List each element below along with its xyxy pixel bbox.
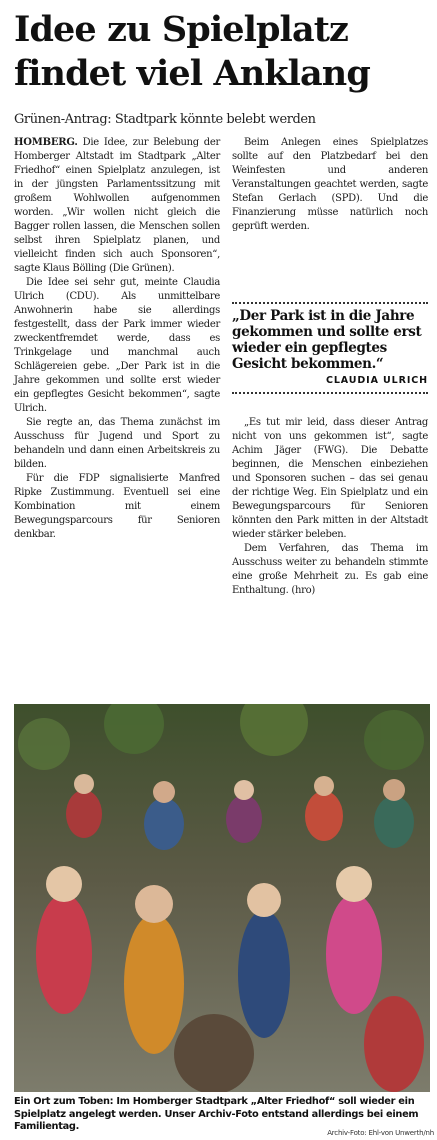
photo-illustration (14, 704, 430, 1092)
article-column-left (14, 136, 220, 542)
pull-quote-divider (232, 392, 428, 394)
article-paragraph: Die Idee sei sehr gut, meinte Claudia Ulrich (CDU). Als unmittelbare Anwohnerin habe sie allerdings festgestellt, dass der Park immer wieder zweckentfremdet werde, dass es Trinkgelage und manchmal auch Schlägereien gebe. „Der Park ist in die Jahre gekommen und sollte erst wieder ein gepflegtes Gesicht bekommen“, sagte Ulrich. (14, 277, 220, 414)
article-paragraph: Dem Verfahren, das Thema im Ausschuss weiter zu behandeln stimmte eine große Mehrheit zu. Es gab eine Enthaltung. (hro) (232, 543, 428, 596)
article-paragraph: „Es tut mir leid, dass dieser Antrag nicht von uns gekommen ist“, sagte Achim Jäger (FWG). Die Debatte beginnen, die Menschen einbeziehen und Sponsoren suchen – das sei genau der richtige Weg. Ein Spielplatz und ein Bewegungsparcours für Senioren könnten den Park mitten in der Altstadt wieder stärker beleben. (232, 417, 428, 540)
photo-credit: Archiv-Foto: Ehl-von Unwerth/nh (327, 1129, 434, 1137)
paragraph-text: Die Idee, zur Belebung der Homberger Altstadt im Stadtpark „Alter Friedhof“ einen Spielplatz anzulegen, ist in der jüngsten Parlamentssitzung mit großem Wohlwollen aufgenommen worden. „Wir wollen nicht gleich die Bagger rollen lassen, die Menschen sollen selbst ihren Spielplatz planen, und vielleicht finden sich auch Sponsoren“, sagte Klaus Bölling (Die Grünen). (14, 137, 220, 274)
headline (14, 8, 430, 96)
article-column-right-top (232, 136, 428, 234)
pull-quote-text: „Der Park ist in die Jahre gekommen und sollte erst wieder ein gepflegtes Gesicht bekommen.“ (232, 308, 422, 372)
article-column-right-bottom (232, 416, 428, 598)
photo-caption: Ein Ort zum Toben: Im Homberger Stadtpark „Alter Friedhof“ soll wieder ein Spielplatz angelegt werden. Unser Archiv-Foto entstand allerdings bei einem Familientag. (14, 1096, 419, 1133)
article-paragraph (14, 136, 220, 276)
article-paragraph: Beim Anlegen eines Spielplatzes sollte auf den Platzbedarf bei den Weinfesten und anderen Veranstaltungen geachtet werden, sagte Stefan Gerlach (SPD). Und die Finanzierung müsse natürlich noch geprüft werden. (232, 137, 428, 232)
article-paragraph: Für die FDP signalisierte Manfred Ripke Zustimmung. Eventuell sei eine Kombination mit einem Bewegungsparcours für Senioren denkbar. (14, 473, 220, 540)
pull-quote-author: CLAUDIA ULRICH (325, 375, 428, 386)
dateline: HOMBERG. (14, 137, 78, 148)
headline-line-1: Idee zu Spielplatz (14, 9, 348, 50)
pull-quote (232, 302, 428, 394)
article-photo (14, 704, 430, 1092)
article-paragraph: Sie regte an, das Thema zunächst im Ausschuss für Jugend und Sport zu behandeln und dann einen Arbeitskreis zu bilden. (14, 417, 220, 470)
headline-line-2: findet viel Anklang (14, 53, 370, 94)
subheadline: Grünen-Antrag: Stadtpark könnte belebt werden (14, 112, 316, 127)
